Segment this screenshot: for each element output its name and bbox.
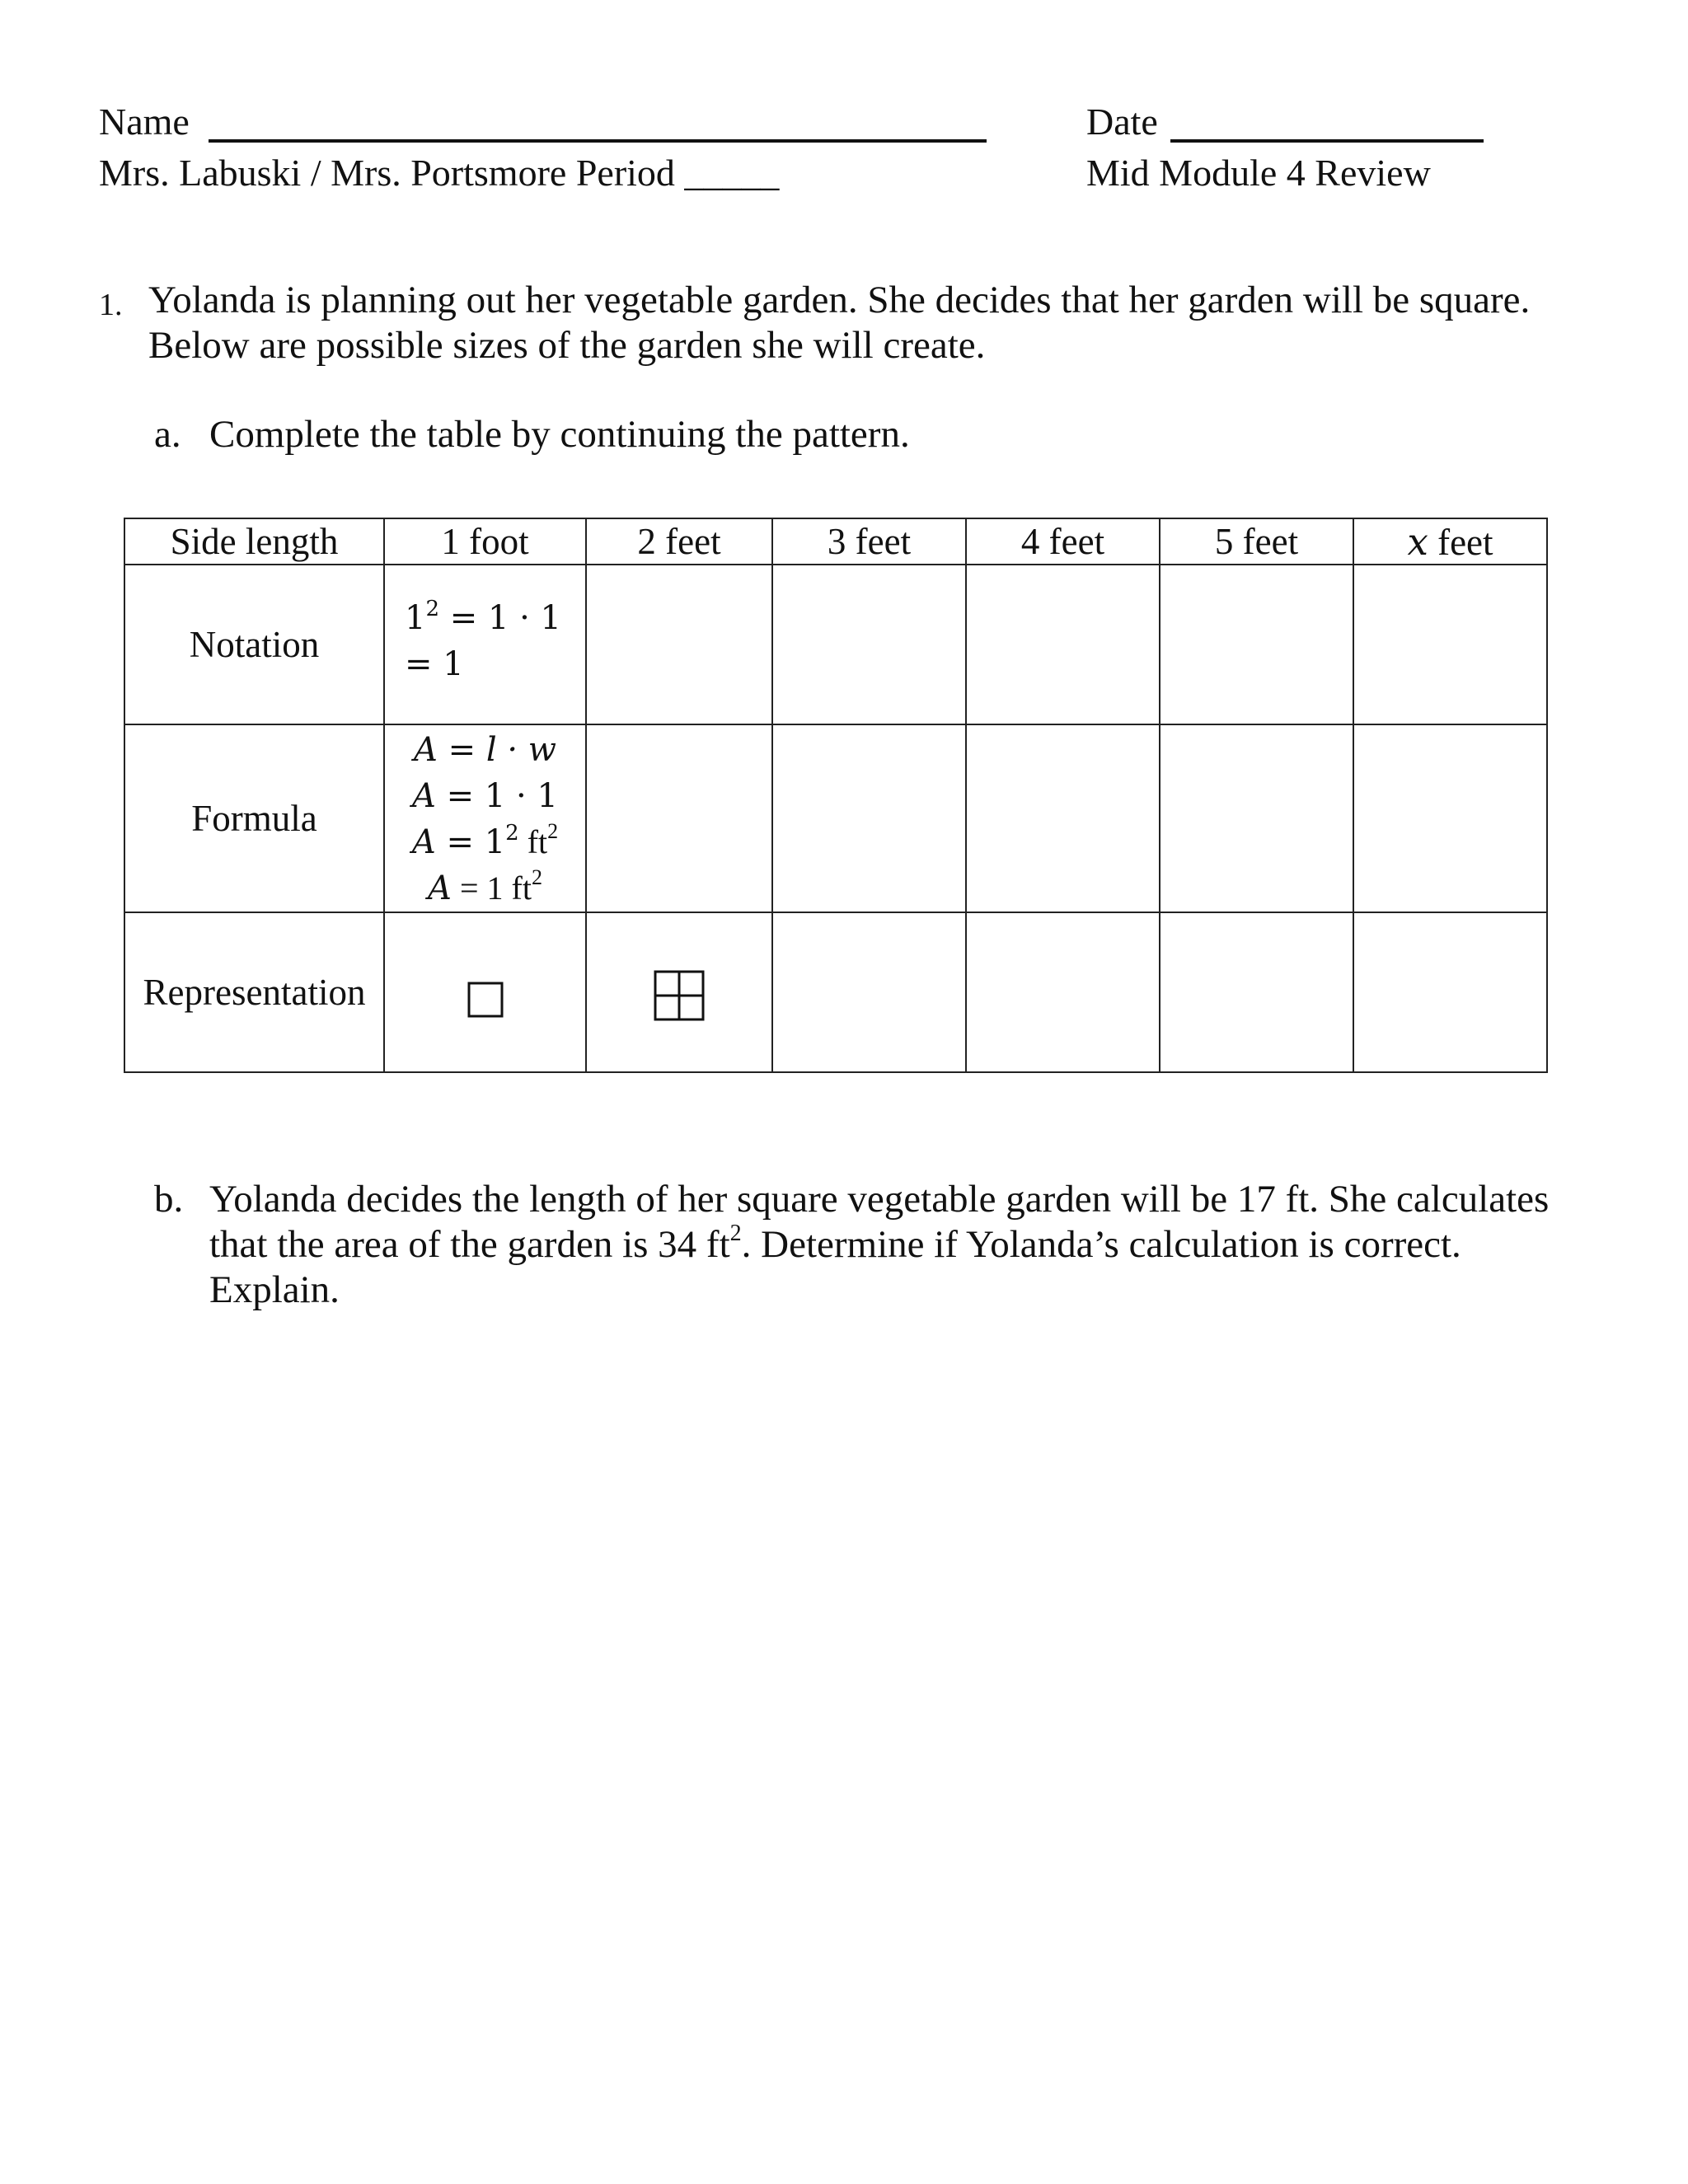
formula-cell-x[interactable] — [1353, 724, 1547, 912]
formula-line-4: A = 1 $ft^2$ — [428, 865, 542, 907]
teacher-label: Mrs. Labuski / Mrs. Portsmore Period — [99, 152, 675, 194]
part-b-label: b. — [154, 1178, 184, 1221]
pattern-table — [124, 518, 1548, 1073]
formula-cell-2[interactable] — [586, 724, 772, 912]
part-a-text: Complete the table by continuing the pattern. — [209, 413, 910, 456]
part-b-line-1: Yolanda decides the length of her square vegetable garden will be 17 ft. She calculates — [209, 1178, 1550, 1221]
x-unit: feet — [1437, 521, 1493, 563]
formula-line-2: A = 1 · 1 — [412, 777, 558, 815]
side-length-5: 5 feet — [1160, 518, 1353, 565]
side-length-1: 1 foot — [384, 518, 586, 565]
answer-space[interactable] — [99, 1335, 1582, 2077]
notation-line-1: $1^2 = 1 \cdot 1$ — [405, 597, 561, 637]
notation-cell-2[interactable] — [586, 565, 772, 724]
question-line-1: Yolanda is planning out her vegetable garden. She decides that her garden will be square. — [148, 279, 1531, 321]
row-header-representation: Representation — [124, 912, 384, 1072]
teacher-period-line — [99, 154, 779, 192]
part-a-label: a. — [154, 413, 181, 456]
formula-line-3: $A = 1^2$ $ft^2$ — [411, 819, 559, 861]
question-line-2: Below are possible sizes of the garden she will create. — [148, 324, 986, 367]
notation-cell-5[interactable] — [1160, 565, 1353, 724]
representation-row — [124, 912, 1547, 1072]
date-field[interactable] — [1170, 103, 1484, 143]
x-variable: x — [1407, 519, 1428, 564]
side-length-3: 3 feet — [772, 518, 966, 565]
representation-cell-3[interactable] — [772, 912, 966, 1072]
representation-cell-4[interactable] — [966, 912, 1160, 1072]
representation-cell-x[interactable] — [1353, 912, 1547, 1072]
four-square-grid-icon — [654, 970, 705, 1021]
notation-line-2: = 1 — [405, 645, 464, 683]
name-label: Name — [99, 101, 190, 143]
representation-cell-2 — [586, 912, 772, 1072]
question-text — [148, 278, 1530, 368]
side-length-4: 4 feet — [966, 518, 1160, 565]
formula-cell-4[interactable] — [966, 724, 1160, 912]
question-number: 1. — [99, 288, 123, 322]
name-field[interactable] — [209, 103, 987, 143]
review-title: Mid Module 4 Review — [1086, 152, 1431, 194]
side-length-2: 2 feet — [586, 518, 772, 565]
notation-cell-3[interactable] — [772, 565, 966, 724]
row-header-notation: Notation — [124, 565, 384, 724]
formula-row — [124, 724, 1547, 912]
representation-cell-5[interactable] — [1160, 912, 1353, 1072]
row-header-side-length: Side length — [124, 518, 384, 565]
formula-cell-5[interactable] — [1160, 724, 1353, 912]
row-header-formula: Formula — [124, 724, 384, 912]
part-b-line-3: Explain. — [209, 1268, 340, 1311]
notation-cell-1 — [384, 565, 586, 724]
side-length-row — [124, 518, 1547, 565]
notation-row — [124, 565, 1547, 724]
formula-cell-3[interactable] — [772, 724, 966, 912]
representation-cell-1 — [384, 912, 586, 1072]
date-label: Date — [1086, 101, 1158, 143]
formula-cell-1 — [384, 724, 586, 912]
one-square-icon — [467, 982, 504, 1018]
formula-line-1: A = l · w — [413, 731, 556, 769]
part-b-line-2: that the area of the garden is 34 $ft^2$. Determine if Yolanda’s calculation is correct. — [209, 1221, 1461, 1266]
notation-cell-4[interactable] — [966, 565, 1160, 724]
side-length-x — [1353, 518, 1547, 565]
period-blank[interactable]: _____ — [684, 152, 780, 194]
part-b-text — [209, 1177, 1549, 1313]
notation-cell-x[interactable] — [1353, 565, 1547, 724]
